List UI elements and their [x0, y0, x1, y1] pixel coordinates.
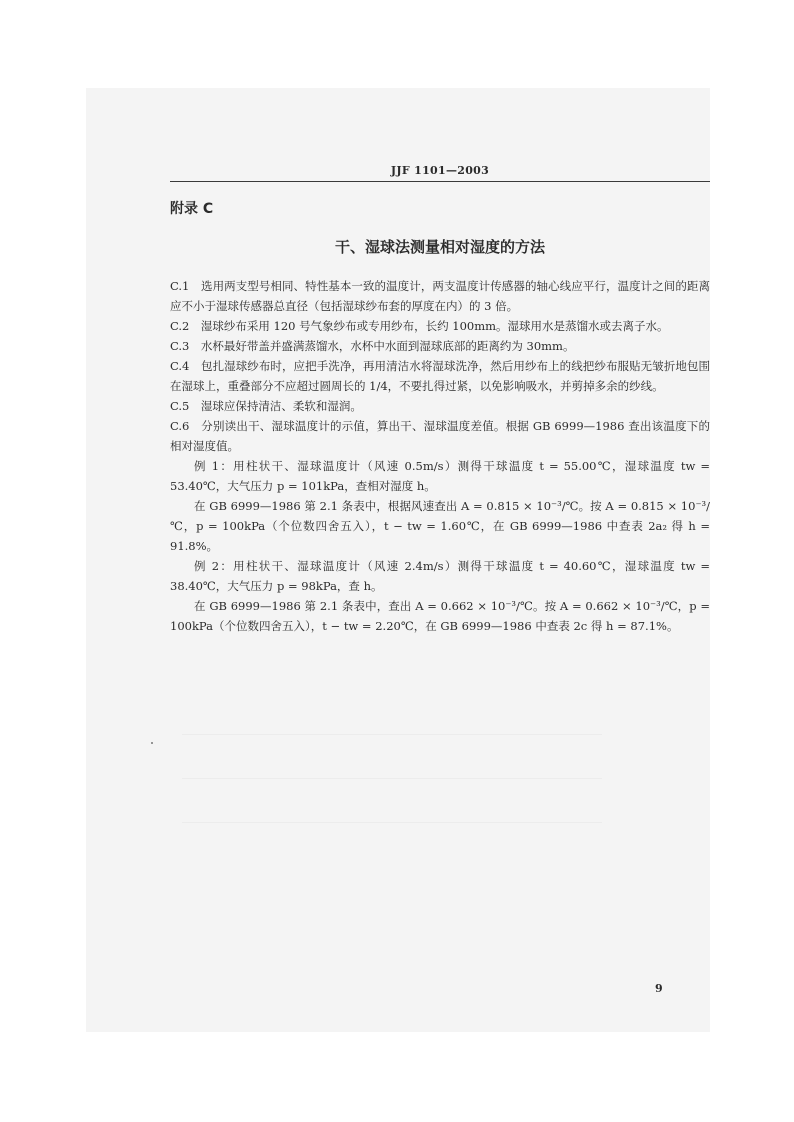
standard-code-header: JJF 1101—2003 [390, 164, 490, 177]
example-2-solution: 在 GB 6999—1986 第 2.1 条表中，查出 A = 0.662 × 10⁻³/℃。按 A = 0.662 × 10⁻³/℃，p = 100kPa（个位数四舍五入），t − tw = 2.20℃，在 GB 6999—1986 中查表 2c 得 h = 87.1%。 [170, 599, 710, 633]
section-title: 干、湿球法测量相对湿度的方法 [334, 238, 545, 256]
scan-speck [151, 742, 153, 744]
clause-c6: C.6 分别读出干、湿球温度计的示值，算出干、湿球温度差值。根据 GB 6999—1986 查出该温度下的相对湿度值。 [170, 419, 710, 453]
example-1-solution: 在 GB 6999—1986 第 2.1 条表中，根据风速查出 A = 0.815 × 10⁻³/℃。按 A = 0.815 × 10⁻³/℃，p = 100kPa（个位数四舍五入），t − tw = 1.60℃，在 GB 6999—1986 中查表 2a₂ 得 h = 91.8%。 [170, 499, 710, 553]
example-1-statement: 例 1：用柱状干、湿球温度计（风速 0.5m/s）测得干球温度 t = 55.00℃，湿球温度 tw = 53.40℃，大气压力 p = 101kPa，查相对湿度 h。 [170, 459, 710, 493]
clause-c1: C.1 选用两支型号相同、特性基本一致的温度计，两支温度计传感器的轴心线应平行，温度计之间的距离应不小于湿球传感器总直径（包括湿球纱布套的厚度在内）的 3 倍。 [170, 279, 710, 313]
bleed-through-mark [182, 822, 602, 823]
clause-c2: C.2 湿球纱布采用 120 号气象纱布或专用纱布，长约 100mm。湿球用水是蒸馏水或去离子水。 [170, 319, 669, 333]
header-rule [170, 181, 710, 182]
clause-c5: C.5 湿球应保持清洁、柔软和湿润。 [170, 399, 362, 413]
example-2-statement: 例 2：用柱状干、湿球温度计（风速 2.4m/s）测得干球温度 t = 40.60℃，湿球温度 tw = 38.40℃，大气压力 p = 98kPa，查 h。 [170, 559, 710, 593]
clause-c4: C.4 包扎湿球纱布时，应把手洗净，再用清洁水将湿球洗净，然后用纱布上的线把纱布服贴无皱折地包围在湿球上，重叠部分不应超过圆周长的 1/4，不要扎得过紧，以免影响吸水，并剪掉多余的纱线。 [170, 359, 710, 393]
body-text [170, 276, 710, 636]
appendix-label: 附录 C [170, 201, 214, 217]
clause-c3: C.3 水杯最好带盖并盛满蒸馏水，水杯中水面到湿球底部的距离约为 30mm。 [170, 339, 575, 353]
page-number: 9 [655, 982, 663, 995]
bleed-through-mark [182, 734, 602, 735]
bleed-through-mark [182, 778, 602, 779]
